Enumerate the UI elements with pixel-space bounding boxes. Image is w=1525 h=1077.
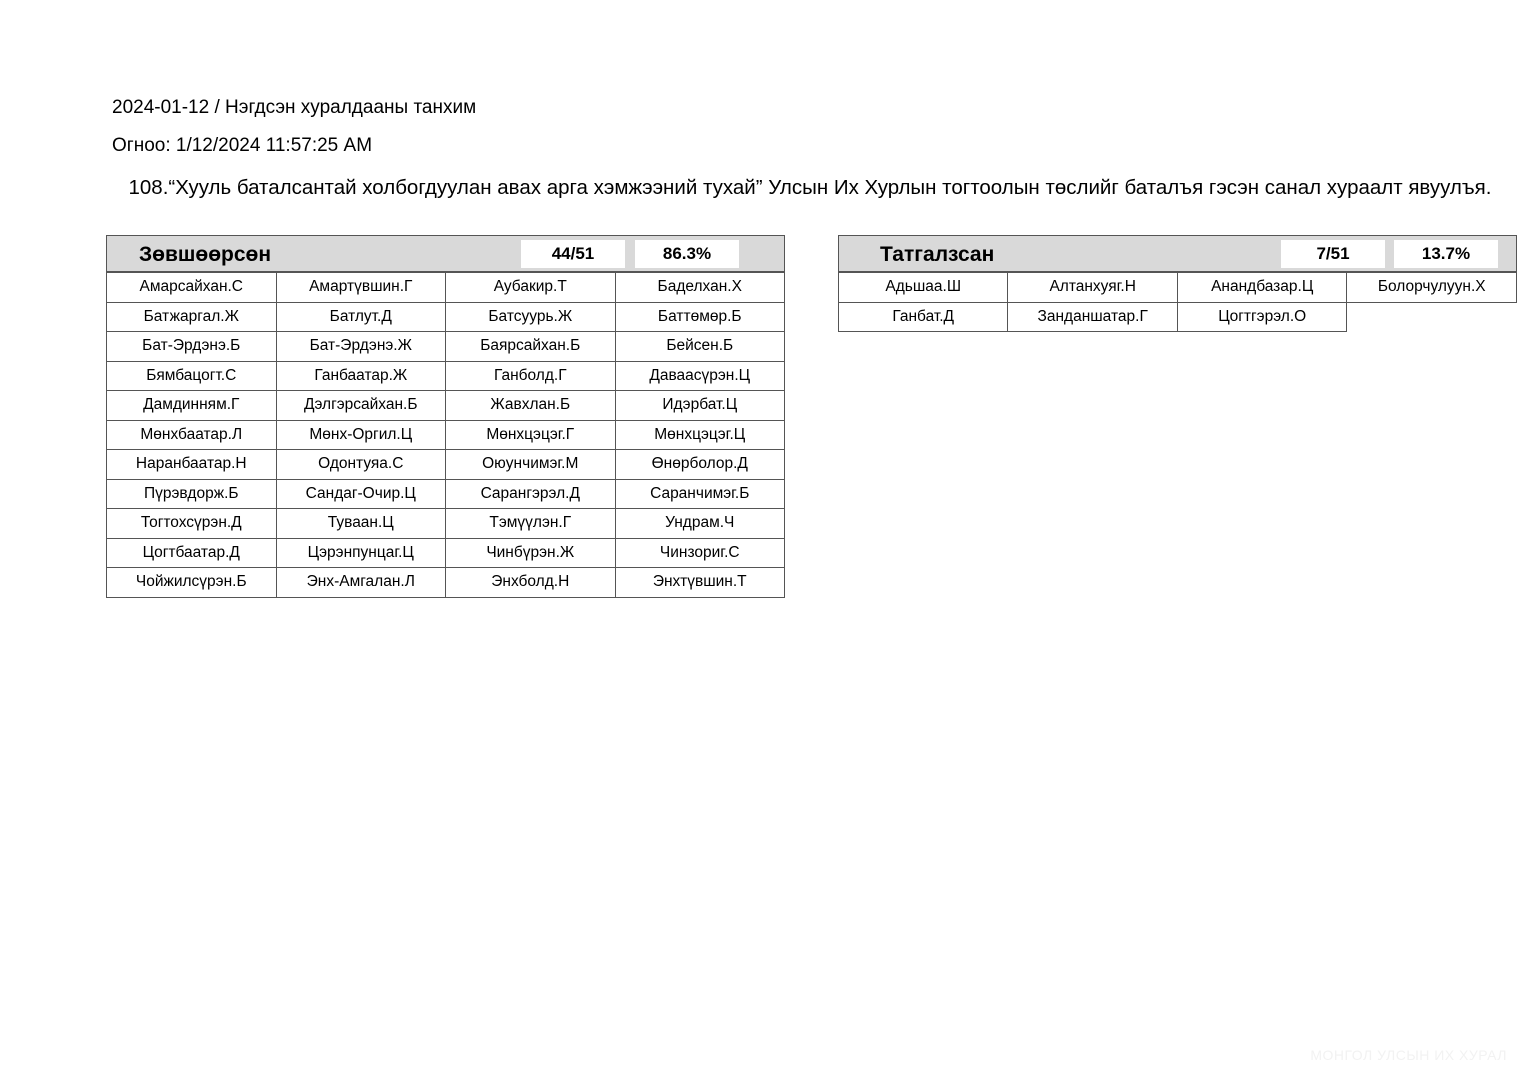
member-name-cell: Баярсайхан.Б [446,332,615,362]
approved-count: 44/51 [521,240,625,268]
member-name-cell: Аубакир.Т [446,273,615,303]
member-name-cell: Баттөмөр.Б [615,302,785,332]
member-name-cell: Бямбацогт.С [107,361,277,391]
member-name-cell: Тогтохсүрэн.Д [107,509,277,539]
rejected-label: Татгалзсан [880,243,995,266]
table-row [839,273,1517,303]
member-name-cell: Бейсен.Б [615,332,785,362]
watermark: МОНГОЛ УЛСЫН ИХ ХУРАЛ [1310,1047,1507,1063]
table-row [107,332,785,362]
rejected-panel [838,235,1517,332]
member-name-cell: Адьшаа.Ш [839,273,1008,303]
table-row [107,420,785,450]
member-name-cell: Оюунчимэг.М [446,450,615,480]
member-name-cell: Ганбаатар.Ж [276,361,446,391]
member-name-cell: Бат-Эрдэнэ.Б [107,332,277,362]
member-name-cell: Занданшатар.Г [1008,302,1178,332]
table-row [107,391,785,421]
table-row [107,273,785,303]
table-row [107,361,785,391]
member-name-cell: Цогтгэрэл.О [1177,302,1347,332]
member-name-cell: Ганболд.Г [446,361,615,391]
date-line: Огноо: 1/12/2024 11:57:25 AM [112,135,373,156]
member-name-cell: Туваан.Ц [276,509,446,539]
member-name-cell: Чинбүрэн.Ж [446,538,615,568]
member-name-cell: Батжаргал.Ж [107,302,277,332]
table-row [107,450,785,480]
vote-title: 108.“Хууль баталсантай холбогдуулан авах арга хэмжээний тухай” Улсын Их Хурлын тогтоолын төслийг баталъя гэсэн санал хураалт явуулъя. [128,176,1492,199]
approved-label: Зөвшөөрсөн [139,243,272,266]
table-row [107,509,785,539]
member-name-cell: Амарсайхан.С [107,273,277,303]
table-row [107,538,785,568]
rejected-header [838,235,1517,272]
member-name-cell: Энх-Амгалан.Л [276,568,446,598]
member-name-cell: Батсуурь.Ж [446,302,615,332]
member-name-cell: Сарангэрэл.Д [446,479,615,509]
approved-panel [106,235,785,598]
member-name-cell: Пүрэвдорж.Б [107,479,277,509]
member-name-cell: Цэрэнпунцаг.Ц [276,538,446,568]
member-name-cell: Мөнхцэцэг.Ц [615,420,785,450]
member-name-cell: Мөнх-Оргил.Ц [276,420,446,450]
member-name-cell: Саранчимэг.Б [615,479,785,509]
approved-percent: 86.3% [635,240,739,268]
member-name-cell: Өнөрболор.Д [615,450,785,480]
member-name-cell: Тэмүүлэн.Г [446,509,615,539]
member-name-cell: Баделхан.Х [615,273,785,303]
member-name-cell: Алтанхуяг.Н [1008,273,1178,303]
approved-header [106,235,785,272]
member-name-cell: Мөнхцэцэг.Г [446,420,615,450]
member-name-cell: Чинзориг.С [615,538,785,568]
member-name-cell: Ганбат.Д [839,302,1008,332]
table-row [107,479,785,509]
rejected-count: 7/51 [1281,240,1385,268]
member-name-cell: Дамдинням.Г [107,391,277,421]
member-name-cell: Одонтуяа.С [276,450,446,480]
member-name-cell: Даваасүрэн.Ц [615,361,785,391]
member-name-cell: Мөнхбаатар.Л [107,420,277,450]
member-name-cell: Энхболд.Н [446,568,615,598]
member-name-cell: Амартүвшин.Г [276,273,446,303]
member-name-cell: Цогтбаатар.Д [107,538,277,568]
member-name-cell: Жавхлан.Б [446,391,615,421]
member-name-cell: Бат-Эрдэнэ.Ж [276,332,446,362]
member-name-cell: Чойжилсүрэн.Б [107,568,277,598]
member-name-cell: Энхтүвшин.Т [615,568,785,598]
rejected-percent: 13.7% [1394,240,1498,268]
member-name-cell: Анандбазар.Ц [1177,273,1347,303]
table-row [107,568,785,598]
member-name-cell: Дэлгэрсайхан.Б [276,391,446,421]
member-name-cell: Болорчулуун.Х [1347,273,1517,303]
member-name-cell: Ундрам.Ч [615,509,785,539]
member-name-cell: Сандаг-Очир.Ц [276,479,446,509]
approved-names-table [106,272,785,598]
member-name-cell: Батлут.Д [276,302,446,332]
rejected-names-table [838,272,1517,332]
table-row [839,302,1517,332]
member-name-cell: Наранбаатар.Н [107,450,277,480]
member-name-cell: Идэрбат.Ц [615,391,785,421]
session-line: 2024-01-12 / Нэгдсэн хуралдааны танхим [112,97,477,118]
table-row [107,302,785,332]
